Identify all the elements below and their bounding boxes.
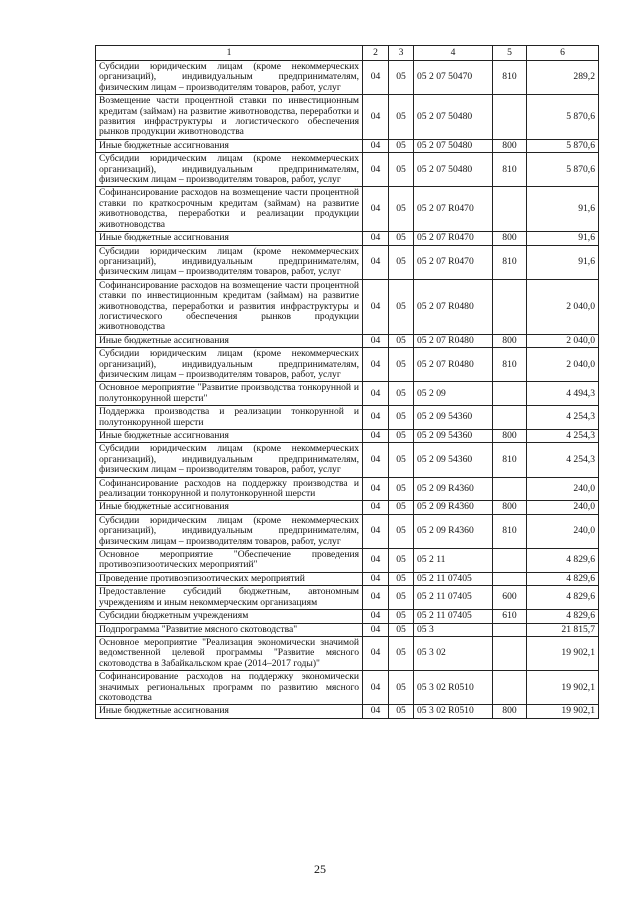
row-code-cell: 05 2 07 50470: [414, 61, 493, 95]
row-amount-cell: 5 870,6: [527, 153, 599, 187]
table-row: [96, 95, 599, 140]
row-name-cell: Субсидии юридическим лицам (кроме некоммерческих организаций), индивидуальным предпринимателям, физическим лицам – производителям товаров, работ, услуг: [96, 443, 363, 477]
row-name-cell: Поддержка производства и реализации тонкорунной и полутонкорунной шерсти: [96, 406, 363, 430]
row-amount-cell: 19 902,1: [527, 671, 599, 705]
table-row: [96, 187, 599, 232]
row-subsection-cell: 05: [389, 671, 414, 705]
page-number: 25: [314, 862, 326, 876]
row-name-cell: Софинансирование расходов на возмещение части процентной ставки по краткосрочным кредитам (займам) на развитие животноводства, переработки и реализации продукции животноводства: [96, 187, 363, 232]
row-amount-cell: 19 902,1: [527, 705, 599, 718]
row-amount-cell: 91,6: [527, 245, 599, 279]
row-amount-cell: 289,2: [527, 61, 599, 95]
row-name-cell: Субсидии юридическим лицам (кроме некоммерческих организаций), индивидуальным предпринимателям, физическим лицам – производителям товаров, работ, услуг: [96, 514, 363, 548]
row-subsection-cell: 05: [389, 477, 414, 501]
row-section-cell: 04: [363, 382, 389, 406]
row-code-cell: 05 3: [414, 623, 493, 636]
row-amount-cell: 4 254,3: [527, 443, 599, 477]
row-section-cell: 04: [363, 623, 389, 636]
row-section-cell: 04: [363, 443, 389, 477]
header-row: [96, 46, 599, 61]
row-code-cell: 05 3 02 R0510: [414, 705, 493, 718]
row-subsection-cell: 05: [389, 623, 414, 636]
row-code-cell: 05 2 07 R0480: [414, 348, 493, 382]
row-section-cell: 04: [363, 572, 389, 585]
row-type-cell: 810: [493, 514, 527, 548]
row-section-cell: 04: [363, 153, 389, 187]
row-type-cell: [493, 477, 527, 501]
row-name-cell: Софинансирование расходов на поддержку экономически значимых региональных программ по развитию мясного скотоводства: [96, 671, 363, 705]
header-cell: 5: [493, 46, 527, 61]
row-type-cell: [493, 279, 527, 334]
header-cell: 3: [389, 46, 414, 61]
row-subsection-cell: 05: [389, 610, 414, 623]
row-type-cell: 600: [493, 586, 527, 610]
row-name-cell: Иные бюджетные ассигнования: [96, 501, 363, 514]
row-code-cell: 05 2 09 R4360: [414, 514, 493, 548]
table-row: [96, 139, 599, 152]
row-subsection-cell: 05: [389, 153, 414, 187]
row-section-cell: 04: [363, 245, 389, 279]
row-subsection-cell: 05: [389, 705, 414, 718]
row-name-cell: Субсидии юридическим лицам (кроме некоммерческих организаций), индивидуальным предпринимателям, физическим лицам – производителям товаров, работ, услуг: [96, 245, 363, 279]
row-section-cell: 04: [363, 232, 389, 245]
row-code-cell: 05 2 07 R0470: [414, 187, 493, 232]
row-code-cell: 05 2 07 R0470: [414, 232, 493, 245]
row-code-cell: 05 2 09 R4360: [414, 501, 493, 514]
row-amount-cell: 5 870,6: [527, 139, 599, 152]
row-subsection-cell: 05: [389, 514, 414, 548]
row-type-cell: 810: [493, 61, 527, 95]
row-code-cell: 05 2 11 07405: [414, 610, 493, 623]
row-type-cell: [493, 187, 527, 232]
row-subsection-cell: 05: [389, 232, 414, 245]
table-row: [96, 501, 599, 514]
header-cell: 6: [527, 46, 599, 61]
row-section-cell: 04: [363, 139, 389, 152]
row-type-cell: [493, 406, 527, 430]
row-amount-cell: 21 815,7: [527, 623, 599, 636]
row-name-cell: Основное мероприятие "Реализация экономически значимой ведомственной целевой программы "Развитие мясного скотоводства в Забайкальском крае (2014–2017 годы)": [96, 636, 363, 670]
row-section-cell: 04: [363, 477, 389, 501]
row-code-cell: 05 2 11: [414, 549, 493, 573]
row-section-cell: 04: [363, 406, 389, 430]
row-name-cell: Иные бюджетные ассигнования: [96, 139, 363, 152]
table-row: [96, 61, 599, 95]
row-section-cell: 04: [363, 348, 389, 382]
row-type-cell: [493, 382, 527, 406]
row-amount-cell: 91,6: [527, 187, 599, 232]
row-subsection-cell: 05: [389, 430, 414, 443]
table-row: [96, 586, 599, 610]
row-subsection-cell: 05: [389, 572, 414, 585]
header-cell: 1: [96, 46, 363, 61]
row-type-cell: [493, 572, 527, 585]
row-subsection-cell: 05: [389, 245, 414, 279]
row-code-cell: 05 2 07 50480: [414, 153, 493, 187]
row-type-cell: [493, 636, 527, 670]
row-code-cell: 05 2 09 54360: [414, 443, 493, 477]
row-code-cell: 05 2 09 54360: [414, 406, 493, 430]
table-row: [96, 406, 599, 430]
row-section-cell: 04: [363, 279, 389, 334]
row-code-cell: 05 3 02: [414, 636, 493, 670]
row-amount-cell: 4 829,6: [527, 586, 599, 610]
table-row: [96, 610, 599, 623]
row-subsection-cell: 05: [389, 95, 414, 140]
row-type-cell: 810: [493, 443, 527, 477]
row-type-cell: [493, 671, 527, 705]
row-amount-cell: 4 494,3: [527, 382, 599, 406]
row-type-cell: 810: [493, 348, 527, 382]
table-row: [96, 430, 599, 443]
row-amount-cell: 2 040,0: [527, 334, 599, 347]
row-name-cell: Иные бюджетные ассигнования: [96, 705, 363, 718]
table-row: [96, 549, 599, 573]
row-subsection-cell: 05: [389, 501, 414, 514]
row-type-cell: 610: [493, 610, 527, 623]
row-code-cell: 05 2 07 50480: [414, 139, 493, 152]
row-code-cell: 05 2 11 07405: [414, 586, 493, 610]
table-row: [96, 153, 599, 187]
row-subsection-cell: 05: [389, 406, 414, 430]
row-name-cell: Иные бюджетные ассигнования: [96, 334, 363, 347]
row-type-cell: 800: [493, 501, 527, 514]
table-row: [96, 279, 599, 334]
header-cell: 2: [363, 46, 389, 61]
row-code-cell: 05 2 07 R0480: [414, 334, 493, 347]
row-amount-cell: 4 829,6: [527, 549, 599, 573]
table-row: [96, 477, 599, 501]
row-amount-cell: 240,0: [527, 514, 599, 548]
row-name-cell: Предоставление субсидий бюджетным, автономным учреждениям и иным некоммерческим организациям: [96, 586, 363, 610]
row-amount-cell: 2 040,0: [527, 348, 599, 382]
row-name-cell: Возмещение части процентной ставки по инвестиционным кредитам (займам) на развитие животноводства, переработки и развития инфраструктуры и логистического обеспечения рынков продукции животноводства: [96, 95, 363, 140]
row-section-cell: 04: [363, 586, 389, 610]
row-type-cell: 800: [493, 139, 527, 152]
row-name-cell: Субсидии бюджетным учреждениям: [96, 610, 363, 623]
row-amount-cell: 2 040,0: [527, 279, 599, 334]
row-type-cell: 800: [493, 430, 527, 443]
row-type-cell: 800: [493, 334, 527, 347]
row-name-cell: Основное мероприятие "Обеспечение проведения противоэпизоотических мероприятий": [96, 549, 363, 573]
row-type-cell: 800: [493, 705, 527, 718]
row-name-cell: Софинансирование расходов на поддержку производства и реализации тонкорунной и полутонкорунной шерсти: [96, 477, 363, 501]
table-row: [96, 245, 599, 279]
row-subsection-cell: 05: [389, 334, 414, 347]
row-code-cell: 05 2 09 54360: [414, 430, 493, 443]
row-section-cell: 04: [363, 636, 389, 670]
row-name-cell: Субсидии юридическим лицам (кроме некоммерческих организаций), индивидуальным предпринимателям, физическим лицам – производителям товаров, работ, услуг: [96, 61, 363, 95]
table-row: [96, 348, 599, 382]
row-name-cell: Основное мероприятие "Развитие производства тонкорунной и полутонкорунной шерсти": [96, 382, 363, 406]
table-row: [96, 572, 599, 585]
table-row: [96, 334, 599, 347]
row-type-cell: 810: [493, 245, 527, 279]
row-name-cell: Иные бюджетные ассигнования: [96, 430, 363, 443]
table-row: [96, 671, 599, 705]
row-amount-cell: 91,6: [527, 232, 599, 245]
row-code-cell: 05 2 07 R0480: [414, 279, 493, 334]
budget-table: [95, 45, 599, 719]
row-type-cell: 810: [493, 153, 527, 187]
header-cell: 4: [414, 46, 493, 61]
table-row: [96, 514, 599, 548]
row-amount-cell: 4 829,6: [527, 610, 599, 623]
row-section-cell: 04: [363, 514, 389, 548]
row-amount-cell: 4 254,3: [527, 406, 599, 430]
row-section-cell: 04: [363, 705, 389, 718]
row-amount-cell: 4 254,3: [527, 430, 599, 443]
row-code-cell: 05 2 07 50480: [414, 95, 493, 140]
row-section-cell: 04: [363, 61, 389, 95]
table-row: [96, 705, 599, 718]
table-body: [96, 46, 599, 719]
row-code-cell: 05 2 09: [414, 382, 493, 406]
row-section-cell: 04: [363, 671, 389, 705]
row-subsection-cell: 05: [389, 187, 414, 232]
row-section-cell: 04: [363, 430, 389, 443]
row-subsection-cell: 05: [389, 382, 414, 406]
table-row: [96, 636, 599, 670]
row-section-cell: 04: [363, 95, 389, 140]
row-subsection-cell: 05: [389, 348, 414, 382]
table-row: [96, 443, 599, 477]
table-row: [96, 232, 599, 245]
row-subsection-cell: 05: [389, 139, 414, 152]
row-type-cell: [493, 549, 527, 573]
row-code-cell: 05 3 02 R0510: [414, 671, 493, 705]
row-subsection-cell: 05: [389, 443, 414, 477]
row-name-cell: Софинансирование расходов на возмещение части процентной ставки по инвестиционным кредитам (займам) на развитие животноводства, переработки и развития инфраструктуры и логистического обеспечения рынков продукции животноводства: [96, 279, 363, 334]
row-code-cell: 05 2 07 R0470: [414, 245, 493, 279]
row-name-cell: Подпрограмма "Развитие мясного скотоводства": [96, 623, 363, 636]
row-amount-cell: 240,0: [527, 501, 599, 514]
row-section-cell: 04: [363, 501, 389, 514]
row-subsection-cell: 05: [389, 279, 414, 334]
row-amount-cell: 19 902,1: [527, 636, 599, 670]
row-subsection-cell: 05: [389, 549, 414, 573]
row-section-cell: 04: [363, 549, 389, 573]
row-name-cell: Субсидии юридическим лицам (кроме некоммерческих организаций), индивидуальным предпринимателям, физическим лицам – производителям товаров, работ, услуг: [96, 153, 363, 187]
row-type-cell: [493, 95, 527, 140]
row-subsection-cell: 05: [389, 636, 414, 670]
row-subsection-cell: 05: [389, 61, 414, 95]
table-row: [96, 623, 599, 636]
row-name-cell: Проведение противоэпизоотических мероприятий: [96, 572, 363, 585]
row-name-cell: Иные бюджетные ассигнования: [96, 232, 363, 245]
row-section-cell: 04: [363, 610, 389, 623]
row-type-cell: [493, 623, 527, 636]
row-amount-cell: 5 870,6: [527, 95, 599, 140]
row-code-cell: 05 2 09 R4360: [414, 477, 493, 501]
row-amount-cell: 240,0: [527, 477, 599, 501]
row-name-cell: Субсидии юридическим лицам (кроме некоммерческих организаций), индивидуальным предпринимателям, физическим лицам – производителям товаров, работ, услуг: [96, 348, 363, 382]
row-amount-cell: 4 829,6: [527, 572, 599, 585]
row-code-cell: 05 2 11 07405: [414, 572, 493, 585]
row-section-cell: 04: [363, 187, 389, 232]
row-subsection-cell: 05: [389, 586, 414, 610]
row-section-cell: 04: [363, 334, 389, 347]
row-type-cell: 800: [493, 232, 527, 245]
table-row: [96, 382, 599, 406]
